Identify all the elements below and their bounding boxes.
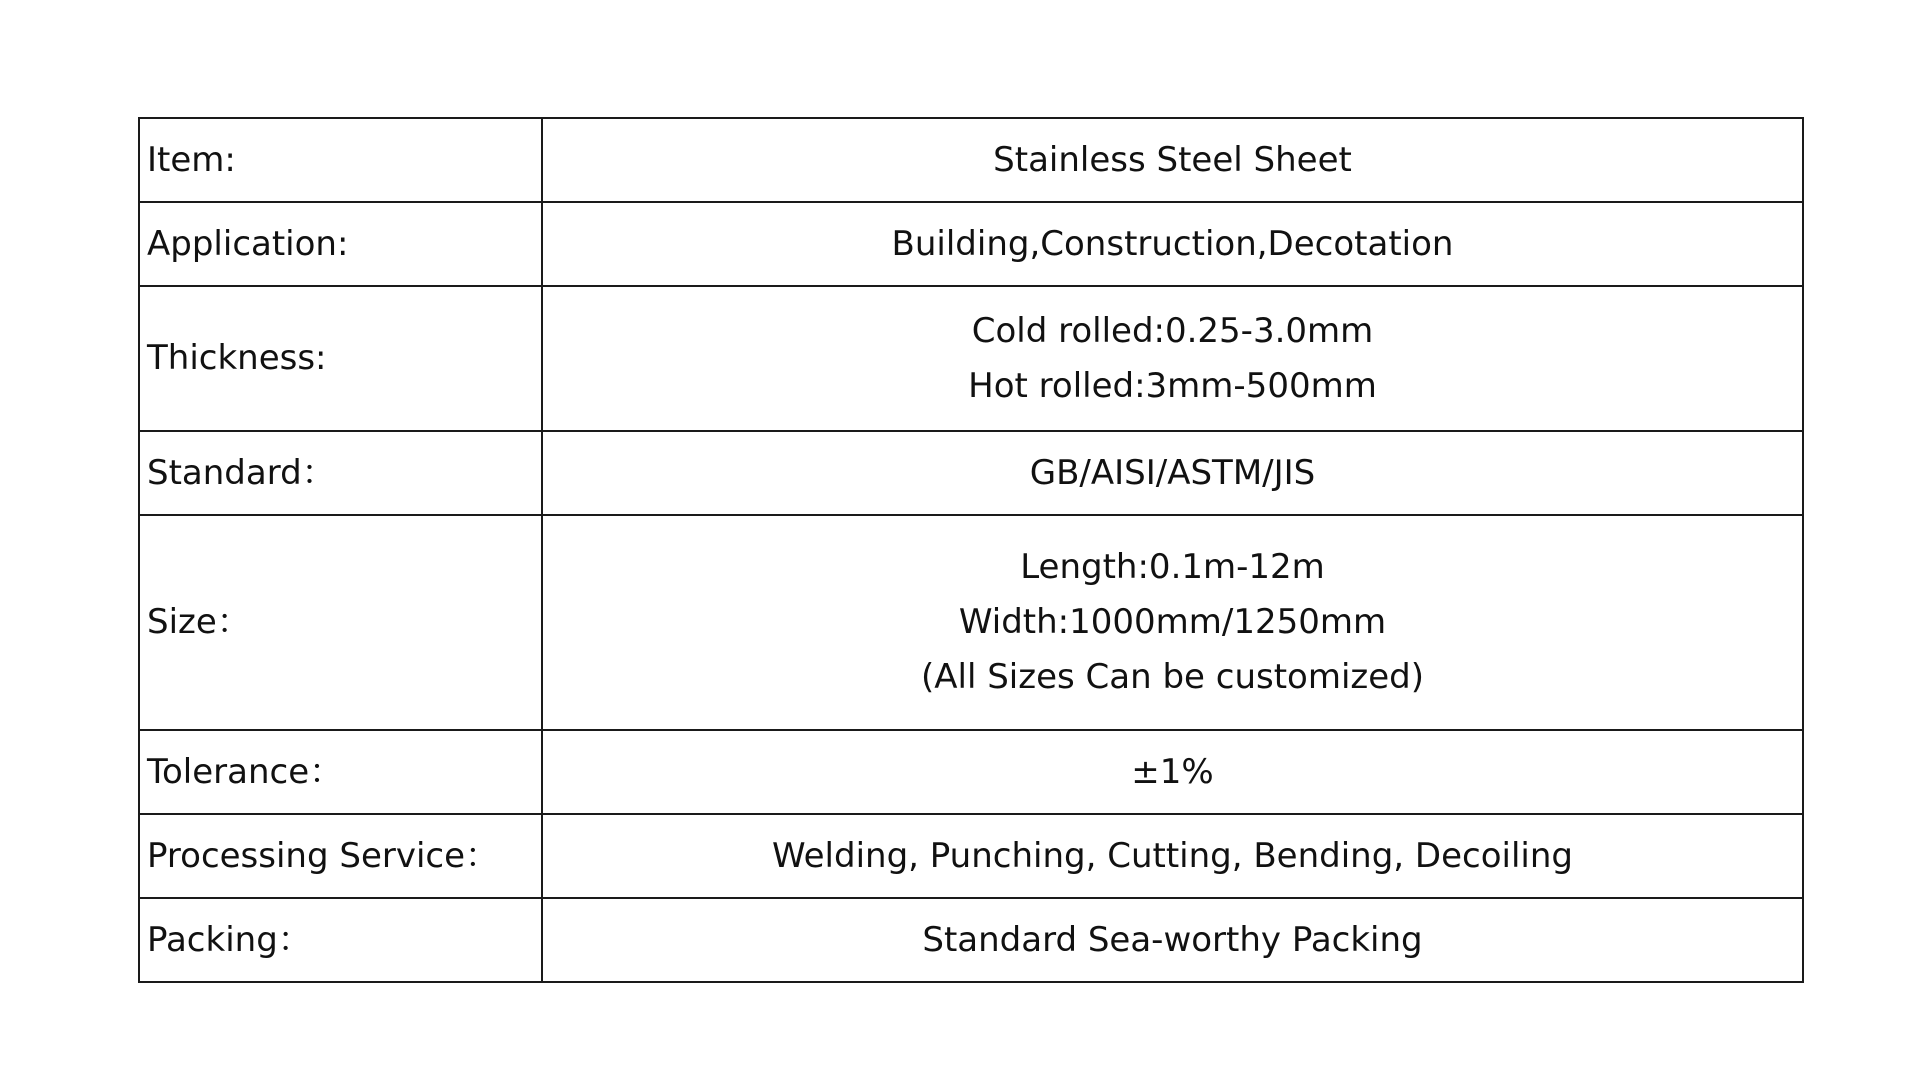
row-value bbox=[542, 431, 1803, 515]
row-value bbox=[542, 286, 1803, 431]
value-line: Length:0.1m-12m bbox=[1020, 547, 1325, 587]
table-row-tolerance bbox=[139, 730, 1803, 814]
value-line: Welding, Punching, Cutting, Bending, Decoiling bbox=[772, 835, 1573, 876]
table-row-standard bbox=[139, 431, 1803, 515]
table-row-thickness bbox=[139, 286, 1803, 431]
value-line: ±1% bbox=[1131, 751, 1214, 792]
value-line: Hot rolled:3mm-500mm bbox=[968, 365, 1377, 406]
row-label: Tolerance： bbox=[139, 730, 542, 814]
row-value bbox=[542, 118, 1803, 202]
table-row-processing-service bbox=[139, 814, 1803, 898]
row-label: Standard： bbox=[139, 431, 542, 515]
value-line: (All Sizes Can be customized) bbox=[920, 657, 1425, 697]
table-row-packing bbox=[139, 898, 1803, 982]
row-value bbox=[542, 202, 1803, 286]
value-line: GB/AISI/ASTM/JIS bbox=[1029, 452, 1316, 493]
row-label: Packing： bbox=[139, 898, 542, 982]
table-row-application bbox=[139, 202, 1803, 286]
value-line: Standard Sea-worthy Packing bbox=[922, 919, 1423, 960]
row-label: Item: bbox=[139, 118, 542, 202]
row-label: Size： bbox=[139, 515, 542, 730]
value-line: Building,Construction,Decotation bbox=[891, 223, 1454, 264]
row-label: Processing Service： bbox=[139, 814, 542, 898]
row-value bbox=[542, 814, 1803, 898]
spec-table bbox=[138, 117, 1804, 983]
value-line: Cold rolled:0.25-3.0mm bbox=[971, 310, 1374, 351]
table-row-item bbox=[139, 118, 1803, 202]
row-value bbox=[542, 515, 1803, 730]
row-label: Thickness: bbox=[139, 286, 542, 431]
table-row-size bbox=[139, 515, 1803, 730]
value-line: Width:1000mm/1250mm bbox=[958, 602, 1387, 642]
row-value bbox=[542, 730, 1803, 814]
row-value bbox=[542, 898, 1803, 982]
value-line: Stainless Steel Sheet bbox=[993, 139, 1352, 180]
row-label: Application: bbox=[139, 202, 542, 286]
